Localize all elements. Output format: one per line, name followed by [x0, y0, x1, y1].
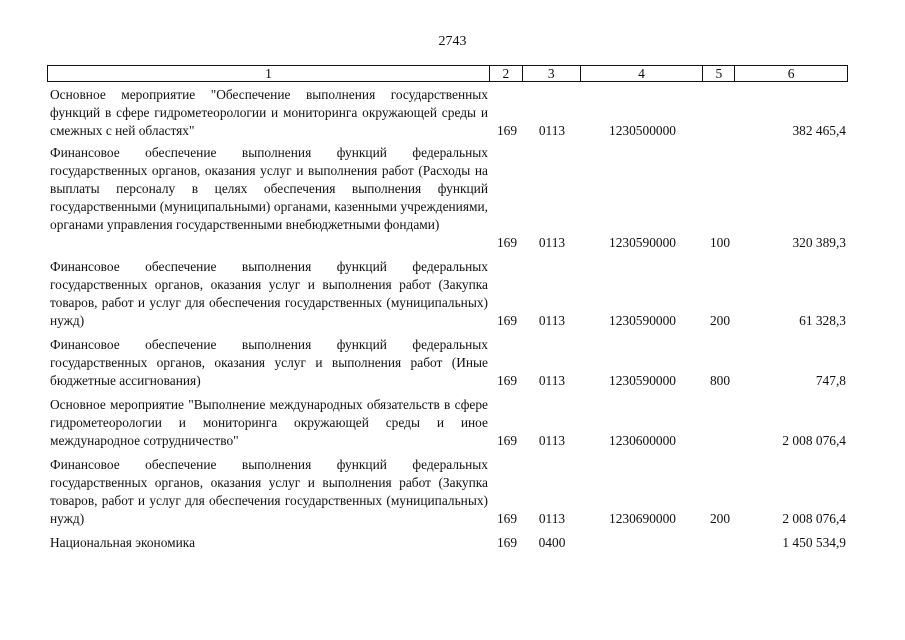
- row-col-4: 1230690000: [609, 511, 676, 526]
- header-col-4: 4: [581, 66, 704, 81]
- row-col-6: 320 389,3: [792, 235, 846, 250]
- row-col-3: 0113: [538, 313, 566, 328]
- row-col-5: 800: [709, 373, 731, 388]
- row-col-3: 0113: [538, 511, 566, 526]
- row-col-4: 1230500000: [609, 123, 676, 138]
- row-col-5: 100: [709, 235, 731, 250]
- row-description: Основное мероприятие "Выполнение международных обязательств в сфере гидрометеорологии и мониторинга окружающей среды и иное международное сотрудничество": [50, 397, 488, 448]
- row-description: Национальная экономика: [50, 535, 196, 550]
- row-description: Финансовое обеспечение выполнения функций федеральных государственных органов, оказания услуг и выполнения работ (Расходы на выплаты персоналу в целях обеспечения выполнения функций государственными (муниципальными) органами, казенными учреждениями, органами управления государственными внебюджетными фондами): [50, 145, 488, 232]
- row-col-4: 1230590000: [609, 373, 676, 388]
- header-col-5: 5: [703, 66, 735, 81]
- row-col-6: 2 008 076,4: [782, 511, 846, 526]
- table-header: [47, 65, 848, 82]
- row-col-2: 169: [496, 235, 518, 250]
- header-col-1: 1: [48, 66, 490, 81]
- table-row: [47, 534, 848, 552]
- row-col-4: 1230590000: [609, 235, 676, 250]
- row-col-6: 61 328,3: [799, 313, 846, 328]
- row-description: Финансовое обеспечение выполнения функций федеральных государственных органов, оказания услуг и выполнения работ (Иные бюджетные ассигнования): [50, 337, 488, 388]
- row-col-5: 200: [709, 313, 731, 328]
- row-col-2: 169: [496, 535, 518, 550]
- row-description: Финансовое обеспечение выполнения функций федеральных государственных органов, оказания услуг и выполнения работ (Закупка товаров, работ и услуг для обеспечения государственных (муниципальных) нужд): [50, 457, 488, 526]
- row-col-2: 169: [496, 123, 518, 138]
- row-col-6: 1 450 534,9: [782, 535, 846, 550]
- table-row: [47, 336, 848, 390]
- page-number: 2743: [438, 34, 467, 49]
- header-col-6: 6: [787, 66, 795, 81]
- row-col-2: 169: [496, 511, 518, 526]
- row-description: Финансовое обеспечение выполнения функций федеральных государственных органов, оказания услуг и выполнения работ (Закупка товаров, работ и услуг для обеспечения государственных (муниципальных) нужд): [50, 259, 488, 328]
- header-col-3: 3: [523, 66, 581, 81]
- row-description: Основное мероприятие "Обеспечение выполнения государственных функций в сфере гидрометеорологии и мониторинга окружающей среды и смежных с ней областях": [50, 87, 488, 138]
- table-row: [47, 86, 848, 140]
- table-row: [47, 144, 848, 252]
- row-col-4: 1230600000: [609, 433, 676, 448]
- table-row: [47, 396, 848, 450]
- row-col-6: 747,8: [815, 373, 846, 388]
- row-col-3: 0113: [538, 235, 566, 250]
- row-col-3: 0400: [538, 535, 566, 550]
- row-col-5: 200: [709, 511, 731, 526]
- row-col-6: 382 465,4: [792, 123, 846, 138]
- row-col-3: 0113: [538, 433, 566, 448]
- row-col-3: 0113: [538, 373, 566, 388]
- row-col-2: 169: [496, 433, 518, 448]
- row-col-6: 2 008 076,4: [782, 433, 846, 448]
- row-col-4: 1230590000: [609, 313, 676, 328]
- table-row: [47, 456, 848, 528]
- row-col-2: 169: [496, 373, 518, 388]
- row-col-3: 0113: [538, 123, 566, 138]
- header-col-2: 2: [490, 66, 523, 81]
- table-row: [47, 258, 848, 330]
- row-col-2: 169: [496, 313, 518, 328]
